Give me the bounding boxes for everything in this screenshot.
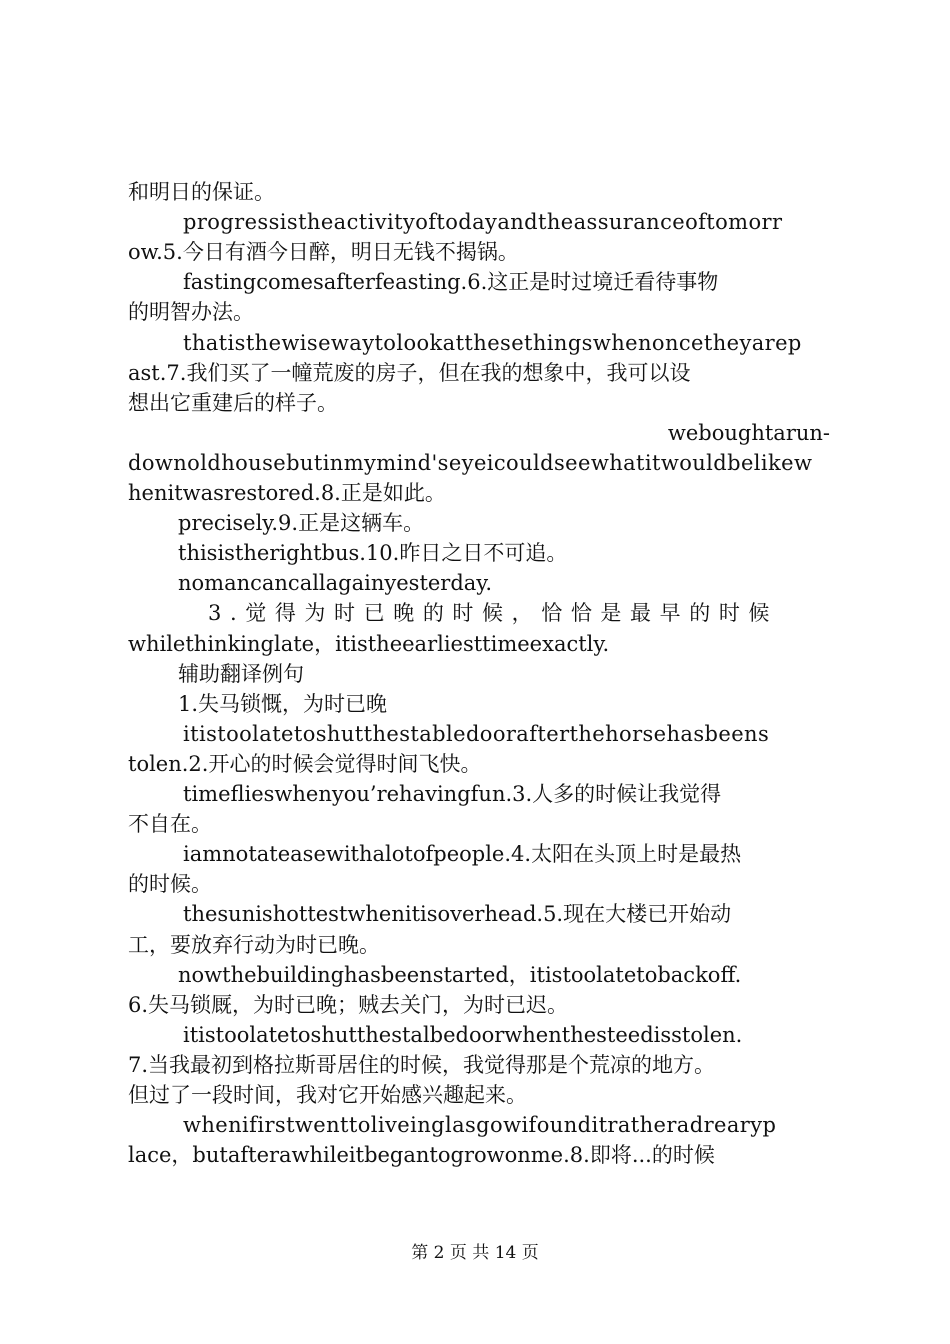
text-line: 1.失马锁慨，为时已晚: [178, 692, 388, 716]
text-line: 7.当我最初到格拉斯哥居住的时候，我觉得那是个荒凉的地方。: [128, 1053, 716, 1077]
text-line: 6.失马锁厩，为时已晚；贼去关门，为时已迟。: [128, 993, 569, 1017]
text-line: tolen.2.开心的时候会觉得时间飞快。: [128, 752, 482, 776]
text-line: 不自在。: [128, 812, 212, 836]
page-footer: 第 2 页 共 14 页: [411, 1243, 539, 1263]
text-line: itistoolatetoshutthestalbedoorwhenthesteedisstolen.: [183, 1023, 743, 1047]
text-line: whilethinkinglate，itistheearliesttimeexactly.: [128, 632, 610, 656]
text-line: 的时候。: [128, 872, 212, 896]
text-line: nowthebuildinghasbeenstarted，itistoolatetobackoff.: [178, 963, 742, 987]
text-line: ast.7.我们买了一幢荒废的房子，但在我的想象中，我可以设: [128, 361, 691, 385]
text-line: 但过了一段时间，我对它开始感兴趣起来。: [128, 1083, 527, 1107]
text-line: lace，butafterawhileitbegantogrowonme.8.即将...的时候: [128, 1143, 715, 1167]
text-line: 想出它重建后的样子。: [128, 391, 338, 415]
text-line: thatisthewisewaytolookatthesethingswhenoncetheyarep: [183, 331, 802, 355]
text-line: timeflieswhenyou’rehavingfun.3.人多的时候让我觉得: [183, 782, 722, 806]
text-line: nomancancallagainyesterday.: [178, 571, 493, 595]
text-line: fastingcomesafterfeasting.6.这正是时过境迁看待事物: [183, 270, 719, 294]
text-line: weboughtarun-: [667, 421, 830, 445]
text-line: 工，要放弃行动为时已晚。: [128, 933, 380, 957]
text-line: whenifirstwenttoliveinglasgowifounditratheradrearyp: [183, 1113, 777, 1137]
text-line: ow.5.今日有酒今日醉，明日无钱不揭锅。: [128, 240, 519, 264]
text-line: 和明日的保证。: [128, 180, 275, 204]
text-line: 辅助翻译例句: [178, 662, 304, 686]
text-line: henitwasrestored.8.正是如此。: [128, 481, 446, 505]
text-line: 3.觉得为时已晚的时候，恰恰是最早的时候: [208, 601, 779, 625]
text-line: iamnotateasewithalotofpeople.4.太阳在头顶上时是最热: [183, 842, 742, 866]
text-line: 的明智办法。: [128, 300, 254, 324]
text-line: progressistheactivityoftodayandtheassuranceoftomorr: [183, 210, 783, 234]
text-line: downoldhousebutinmymind'seyeicouldseewhatitwouldbelikew: [128, 451, 813, 475]
text-line: thisistherightbus.10.昨日之日不可追。: [178, 541, 568, 565]
text-line: precisely.9.正是这辆车。: [178, 511, 425, 535]
text-line: itistoolatetoshutthestabledoorafterthehorsehasbeens: [183, 722, 770, 746]
text-line: thesunishottestwhenitisoverhead.5.现在大楼已开始动: [183, 902, 732, 926]
